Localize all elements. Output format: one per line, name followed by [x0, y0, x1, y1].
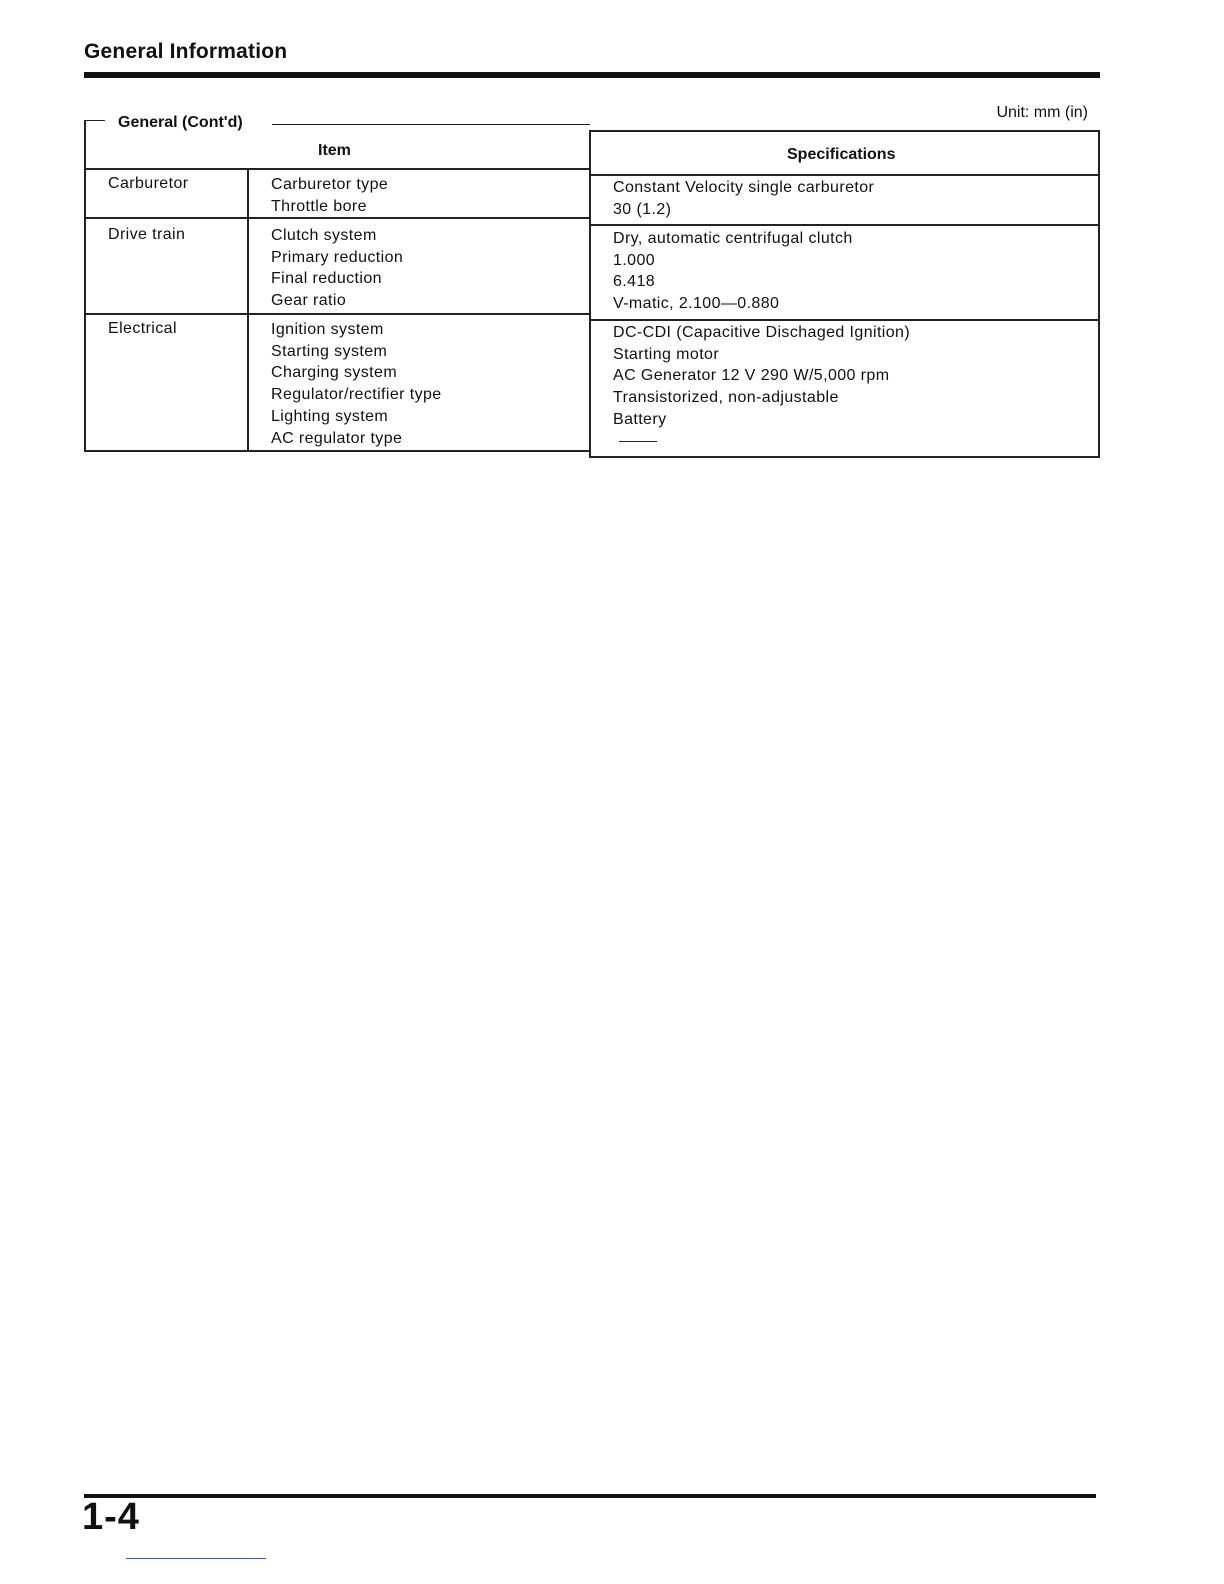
- footer-rule: [84, 1494, 1096, 1498]
- empty-value-dash: [619, 441, 657, 442]
- table-row-rule-right-1: [589, 224, 1100, 226]
- unit-label: Unit: mm (in): [996, 104, 1088, 121]
- column-header-specifications: Specifications: [787, 146, 896, 163]
- spec-value: Constant Velocity single carburetor: [613, 179, 875, 196]
- item-label: Throttle bore: [271, 197, 367, 215]
- table-row-rule-right-2: [589, 319, 1100, 321]
- item-label: Regulator/rectifier type: [271, 386, 442, 404]
- table-row-rule-left-2: [84, 313, 590, 315]
- spec-value: 1.000: [613, 251, 656, 269]
- table-border-right: [1098, 130, 1100, 457]
- item-list-drive-train: [271, 225, 403, 312]
- spec-value: DC-CDI (Capacitive Dischaged Ignition): [613, 324, 911, 341]
- spec-value: AC Generator 12 V 290 W/5,000 rpm: [613, 367, 890, 385]
- item-label: Gear ratio: [271, 292, 347, 310]
- table-border-left: [84, 120, 86, 451]
- section-corner-bracket: [84, 120, 105, 173]
- header-rule: [84, 72, 1100, 78]
- table-head-rule-right: [589, 174, 1100, 176]
- item-label: Lighting system: [271, 407, 389, 425]
- page-number: 1-4: [82, 1496, 140, 1538]
- item-label: Final reduction: [271, 270, 382, 288]
- spec-value: 30 (1.2): [613, 200, 672, 218]
- section-title: General (Cont'd): [118, 114, 243, 131]
- item-list-electrical: [271, 319, 442, 449]
- table-border-bottom-left: [84, 450, 590, 452]
- table-divider-item-spec: [589, 130, 591, 457]
- spec-value: Transistorized, non-adjustable: [613, 389, 839, 407]
- column-header-item: Item: [318, 142, 351, 159]
- item-list-carburetor: [271, 174, 388, 217]
- item-label: AC regulator type: [271, 429, 403, 447]
- page-header-title: General Information: [84, 40, 288, 63]
- spec-value: Dry, automatic centrifugal clutch: [613, 230, 853, 247]
- spec-value: 6.418: [613, 273, 656, 291]
- group-name-carburetor: Carburetor: [108, 175, 189, 192]
- spec-value: Starting motor: [613, 345, 720, 363]
- group-name-electrical: Electrical: [108, 320, 177, 337]
- spec-list-drive-train: [613, 228, 853, 315]
- item-label: Ignition system: [271, 321, 384, 338]
- table-border-bottom-right: [589, 456, 1100, 458]
- table-border-top-spec: [589, 130, 1100, 132]
- table-divider-name-item: [247, 168, 249, 451]
- item-label: Starting system: [271, 342, 388, 360]
- group-name-drive-train: Drive train: [108, 226, 186, 243]
- item-label: Carburetor type: [271, 176, 389, 193]
- spec-value-empty-dash: [613, 431, 910, 453]
- spec-list-carburetor: [613, 177, 874, 220]
- spec-value: Battery: [613, 410, 667, 428]
- item-label: Clutch system: [271, 227, 377, 244]
- item-label: Charging system: [271, 364, 398, 382]
- spec-value: V-matic, 2.100—0.880: [613, 295, 780, 313]
- table-head-rule-left: [84, 168, 590, 170]
- spec-list-electrical: [613, 322, 910, 452]
- section-rule: [272, 124, 590, 125]
- link-underline: [126, 1558, 266, 1559]
- item-label: Primary reduction: [271, 248, 404, 266]
